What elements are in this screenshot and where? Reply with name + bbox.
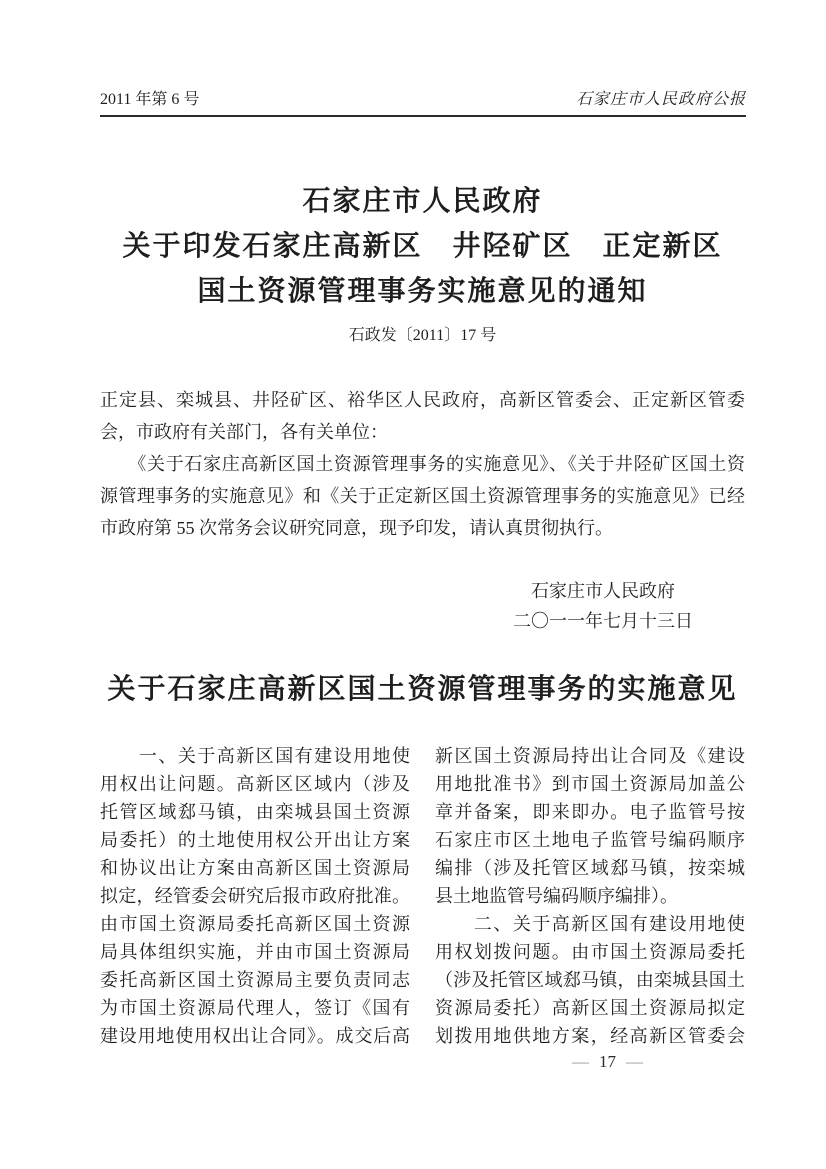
signature-date: 二〇一一年七月十三日 <box>513 611 693 631</box>
opinion-column-line: 建设用地使用权出让合同》。成交后高 <box>100 1026 410 1046</box>
opinion-column-line: 二、关于高新区国有建设用地使 <box>435 914 745 934</box>
notice-title <box>100 179 745 314</box>
opinion-column-line: 编排（涉及托管区域郄马镇，按栾城 <box>435 858 745 878</box>
page-footer <box>100 1052 745 1072</box>
issue-number: 2011 年第 6 号 <box>100 91 200 108</box>
notice-title-line: 石家庄市人民政府 <box>302 186 543 217</box>
page-header <box>100 0 746 117</box>
notice-body-line: 源管理事务的实施意见》和《关于正定新区国土资源管理事务的实施意见》已经 <box>100 486 745 506</box>
opinion-column-line: 托管区域郄马镇，由栾城县国土资源 <box>100 802 410 822</box>
notice-title-line: 关于印发石家庄高新区 井陉矿区 正定新区 <box>122 231 723 262</box>
opinion-column-line: 局委托）的土地使用权公开出让方案 <box>100 830 410 850</box>
opinion-column-line: 拟定，经管委会研究后报市政府批准。 <box>100 886 410 906</box>
opinion-column-line: 委托高新区国土资源局主要负责同志 <box>100 970 410 990</box>
notice-body <box>100 384 745 544</box>
opinion-column-line: （涉及托管区域郄马镇，由栾城县国土 <box>435 970 745 990</box>
document-number: 石政发〔2011〕17 号 <box>348 327 497 344</box>
signature-block <box>513 576 693 636</box>
footer-dash-left: — <box>572 1052 589 1071</box>
opinion-column-line: 由市国土资源局委托高新区国土资源 <box>100 914 410 934</box>
opinion-column-line: 和协议出让方案由高新区国土资源局 <box>100 858 410 878</box>
footer-dash-right: — <box>626 1052 643 1071</box>
opinion-column-line: 石家庄市区土地电子监管号编码顺序 <box>435 830 745 850</box>
notice-body-line: 会，市政府有关部门，各有关单位： <box>100 422 388 442</box>
opinion-column-line: 资源局委托）高新区国土资源局拟定 <box>435 998 745 1018</box>
notice-body-line: 正定县、栾城县、井陉矿区、裕华区人民政府，高新区管委会、正定新区管委 <box>100 390 745 410</box>
opinion-column-line: 县土地监管号编码顺序编排）。 <box>435 886 678 906</box>
opinion-column-line: 新区国土资源局持出让合同及《建设 <box>435 746 745 766</box>
opinion-left-column <box>100 742 410 1050</box>
page-content <box>100 179 745 1072</box>
opinion-body <box>100 742 745 1050</box>
opinion-column-line: 用权划拨问题。由市国土资源局委托 <box>435 942 745 962</box>
notice-body-line: 《关于石家庄高新区国土资源管理事务的实施意见》、《关于井陉矿区国土资 <box>100 454 745 474</box>
opinion-column-line: 为市国土资源局代理人，签订《国有 <box>100 998 410 1018</box>
opinion-column-line: 用地批准书》到市国土资源局加盖公 <box>435 774 745 794</box>
page-number: 17 <box>599 1052 616 1071</box>
notice-body-line: 市政府第 55 次常务会议研究同意，现予印发，请认真贯彻执行。 <box>100 518 613 538</box>
gazette-title: 石家庄市人民政府公报 <box>575 91 746 108</box>
opinion-column-line: 划拨用地供地方案，经高新区管委会 <box>435 1026 745 1046</box>
opinion-column-line: 一、关于高新区国有建设用地使 <box>100 746 410 766</box>
opinion-column-line: 用权出让问题。高新区区域内（涉及 <box>100 774 410 794</box>
notice-title-line: 国土资源管理事务实施意见的通知 <box>197 276 648 307</box>
signature-issuer: 石家庄市人民政府 <box>531 581 675 601</box>
opinion-title: 关于石家庄高新区国土资源管理事务的实施意见 <box>107 674 738 705</box>
opinion-right-column <box>435 742 745 1050</box>
opinion-column-line: 章并备案，即来即办。电子监管号按 <box>435 802 745 822</box>
opinion-column-line: 局具体组织实施，并由市国土资源局 <box>100 942 410 962</box>
